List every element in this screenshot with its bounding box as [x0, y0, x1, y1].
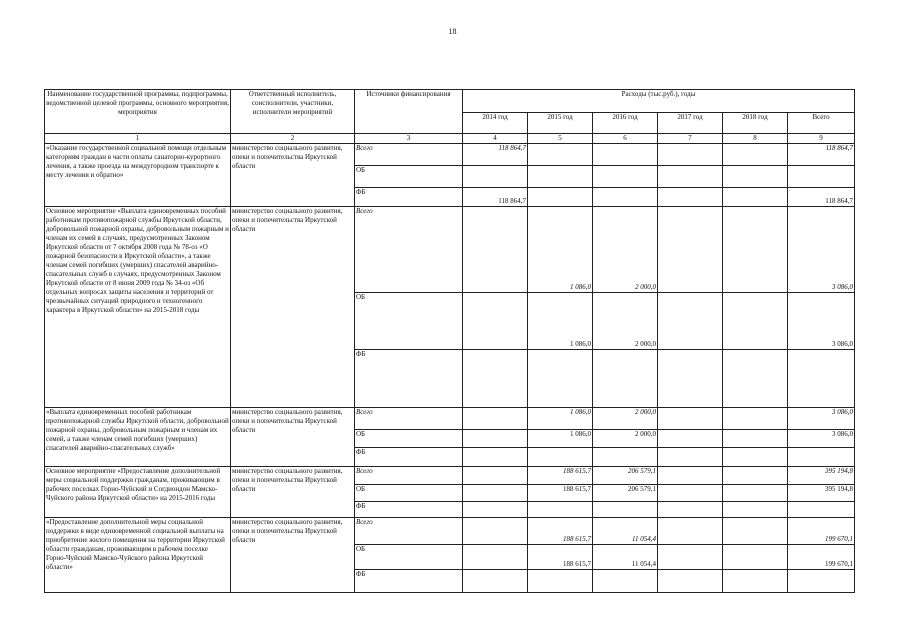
- measure-name: «Предоставление дополнительной меры социальной поддержки в виде единовременной социальной выплаты на приобретение жилого помещения на территории Иркутской области гражданам, проживающим в рабочем поселке Горно-Чуйский Мамско-Чуйского района Иркутской области»: [45, 518, 231, 593]
- amount-cell: 11 054,4: [593, 518, 658, 545]
- amount-cell: 118 864,7: [463, 144, 528, 166]
- amount-cell: [723, 545, 788, 570]
- amount-cell: [658, 430, 723, 448]
- amount-cell: 118 864,7: [788, 144, 855, 166]
- column-number: 6: [593, 134, 658, 144]
- amount-cell: 11 054,4: [593, 545, 658, 570]
- table-row: [45, 144, 855, 166]
- amount-cell: [658, 485, 723, 502]
- table-row: [45, 518, 855, 545]
- amount-cell: [788, 570, 855, 593]
- amount-cell: [658, 166, 723, 188]
- source-ob: ОБ: [355, 430, 463, 448]
- page-number: 18: [448, 27, 457, 36]
- amount-cell: [658, 144, 723, 166]
- amount-cell: 2 000,0: [593, 293, 658, 350]
- header-executor: Ответственный исполнитель, соисполнители, участники, исполнители мероприятий: [231, 90, 355, 134]
- amount-cell: 3 086,0: [788, 408, 855, 430]
- amount-cell: 188 615,7: [528, 545, 593, 570]
- amount-cell: [593, 502, 658, 518]
- amount-cell: [593, 570, 658, 593]
- amount-cell: [658, 408, 723, 430]
- amount-cell: [658, 518, 723, 545]
- amount-cell: [788, 502, 855, 518]
- amount-cell: 395 194,8: [788, 485, 855, 502]
- amount-cell: [723, 166, 788, 188]
- amount-cell: 3 086,0: [788, 293, 855, 350]
- measure-name: «Оказание государственной социальной помощи отдельным категориям граждан в части оплаты санаторно-курортного лечения, а также проезда на междугородном транспорте к месту лечения и обратно»: [45, 144, 231, 207]
- amount-cell: 2 000,0: [593, 430, 658, 448]
- amount-cell: [723, 570, 788, 593]
- amount-cell: [723, 293, 788, 350]
- source-fb: ФБ: [355, 350, 463, 408]
- amount-cell: [528, 502, 593, 518]
- source-fb: ФБ: [355, 570, 463, 593]
- amount-cell: [463, 293, 528, 350]
- amount-cell: 1 086,0: [528, 430, 593, 448]
- budget-table: [44, 89, 855, 593]
- amount-cell: [658, 502, 723, 518]
- header-year: 2014 год: [463, 113, 528, 134]
- source-fb: ФБ: [355, 448, 463, 467]
- amount-cell: 2 000,0: [593, 408, 658, 430]
- amount-cell: 3 086,0: [788, 207, 855, 293]
- amount-cell: [593, 166, 658, 188]
- source-fb: ФБ: [355, 502, 463, 518]
- amount-cell: 199 670,1: [788, 545, 855, 570]
- header-sources: Источники финансирования: [355, 90, 463, 134]
- amount-cell: [463, 430, 528, 448]
- executor: министерство социального развития, опеки и попечительства Иркутской области: [231, 408, 355, 467]
- measure-name: «Выплата единовременных пособий работникам противопожарной службы Иркутской области, добровольной пожарной охраны, добровольным пожарным и членам их семей, а также членам семей погибших (умерших) спасателей аварийно-спасательных служб»: [45, 408, 231, 467]
- column-number: 7: [658, 134, 723, 144]
- amount-cell: 1 086,0: [528, 207, 593, 293]
- amount-cell: [463, 570, 528, 593]
- amount-cell: [463, 448, 528, 467]
- amount-cell: 1 086,0: [528, 408, 593, 430]
- amount-cell: [723, 188, 788, 207]
- amount-cell: 1 086,0: [528, 293, 593, 350]
- header-expenses: Расходы (тыс.руб.), годы: [463, 90, 855, 113]
- amount-cell: 2 000,0: [593, 207, 658, 293]
- amount-cell: 3 086,0: [788, 430, 855, 448]
- source-ob: ОБ: [355, 293, 463, 350]
- amount-cell: 199 670,1: [788, 518, 855, 545]
- column-number: 1: [45, 134, 231, 144]
- amount-cell: [528, 188, 593, 207]
- amount-cell: 118 864,7: [788, 188, 855, 207]
- amount-cell: [723, 350, 788, 408]
- amount-cell: [593, 448, 658, 467]
- amount-cell: [658, 570, 723, 593]
- source-total: Всего: [355, 207, 463, 293]
- amount-cell: [528, 166, 593, 188]
- source-total: Всего: [355, 144, 463, 166]
- amount-cell: 206 579,1: [593, 485, 658, 502]
- source-fb: ФБ: [355, 188, 463, 207]
- table-row: [45, 467, 855, 485]
- amount-cell: 118 864,7: [463, 188, 528, 207]
- amount-cell: [788, 350, 855, 408]
- amount-cell: [463, 467, 528, 485]
- source-ob: ОБ: [355, 166, 463, 188]
- header-year: 2016 год: [593, 113, 658, 134]
- amount-cell: [723, 485, 788, 502]
- amount-cell: [593, 350, 658, 408]
- amount-cell: [723, 430, 788, 448]
- executor: министерство социального развития, опеки и попечительства Иркутской области: [231, 144, 355, 207]
- amount-cell: 188 615,7: [528, 467, 593, 485]
- measure-name: Основное мероприятие «Предоставление дополнительной меры социальной поддержки гражданам, проживающим в рабочих поселках Горно-Чуйский и Согдиондон Мамско-Чуйского района Иркутской области» на 2015-2016 годы: [45, 467, 231, 518]
- amount-cell: 395 194,8: [788, 467, 855, 485]
- header-year: 2017 год: [658, 113, 723, 134]
- amount-cell: [723, 408, 788, 430]
- table-row: [45, 408, 855, 430]
- amount-cell: [723, 207, 788, 293]
- amount-cell: [723, 518, 788, 545]
- header-year: 2018 год: [723, 113, 788, 134]
- amount-cell: 188 615,7: [528, 518, 593, 545]
- amount-cell: 188 615,7: [528, 485, 593, 502]
- executor: министерство социального развития, опеки и попечительства Иркутской области: [231, 518, 355, 593]
- executor: министерство социального развития, опеки и попечительства Иркутской области: [231, 467, 355, 518]
- column-number: 9: [788, 134, 855, 144]
- amount-cell: 206 579,1: [593, 467, 658, 485]
- amount-cell: [463, 207, 528, 293]
- amount-cell: [658, 467, 723, 485]
- measure-name: Основное мероприятие «Выплата единовременных пособий работникам противопожарной службы Иркутской области, добровольной пожарной охраны, добровольным пожарным и членам их семей в случаях, предусмотренных Законом Иркутской области от 7 октября 2008 года № 78-оз «О пожарной безопасности в Иркутской области», а также членам семей погибших (умерших) спасателей аварийно-спасательных служб в случаях, предусмотренных Законом Иркутской области от 8 июня 2009 года № 34-оз «Об отдельных вопросах защиты населения и территорий от чрезвычайных ситуаций природного и техногенного характера в Иркутской области» на 2015-2018 годы: [45, 207, 231, 408]
- source-total: Всего: [355, 518, 463, 545]
- amount-cell: [463, 518, 528, 545]
- column-number: 2: [231, 134, 355, 144]
- amount-cell: [463, 408, 528, 430]
- amount-cell: [528, 570, 593, 593]
- source-ob: ОБ: [355, 485, 463, 502]
- amount-cell: [463, 545, 528, 570]
- amount-cell: [463, 350, 528, 408]
- executor: министерство социального развития, опеки и попечительства Иркутской области: [231, 207, 355, 408]
- amount-cell: [658, 207, 723, 293]
- column-number: 3: [355, 134, 463, 144]
- amount-cell: [658, 448, 723, 467]
- source-total: Всего: [355, 408, 463, 430]
- amount-cell: [528, 144, 593, 166]
- table-row: [45, 207, 855, 293]
- column-number: 8: [723, 134, 788, 144]
- amount-cell: [463, 502, 528, 518]
- source-ob: ОБ: [355, 545, 463, 570]
- amount-cell: [723, 502, 788, 518]
- amount-cell: [723, 467, 788, 485]
- amount-cell: [593, 188, 658, 207]
- amount-cell: [463, 166, 528, 188]
- amount-cell: [788, 166, 855, 188]
- amount-cell: [788, 448, 855, 467]
- column-number: 4: [463, 134, 528, 144]
- amount-cell: [528, 448, 593, 467]
- column-number: 5: [528, 134, 593, 144]
- amount-cell: [723, 144, 788, 166]
- amount-cell: [528, 350, 593, 408]
- amount-cell: [658, 293, 723, 350]
- header-year: 2015 год: [528, 113, 593, 134]
- header-year: Всего: [788, 113, 855, 134]
- amount-cell: [463, 485, 528, 502]
- amount-cell: [593, 144, 658, 166]
- amount-cell: [658, 545, 723, 570]
- amount-cell: [658, 188, 723, 207]
- amount-cell: [658, 350, 723, 408]
- amount-cell: [723, 448, 788, 467]
- header-name: Наименование государственной программы, подпрограммы, ведомственной целевой программы, основного мероприятия, мероприятия: [45, 90, 231, 134]
- source-total: Всего: [355, 467, 463, 485]
